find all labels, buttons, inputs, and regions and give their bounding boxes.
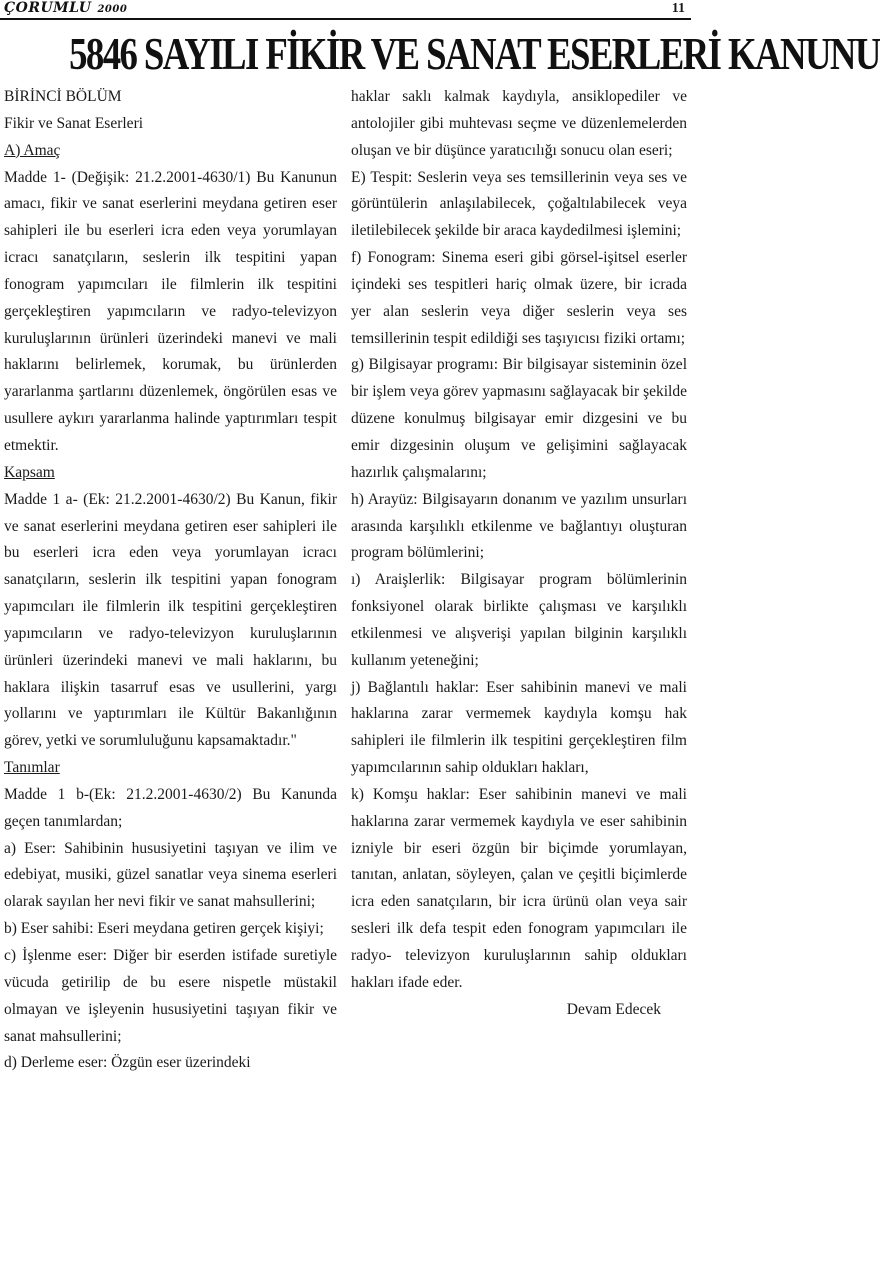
- page-header: [0, 0, 691, 20]
- right-column: [351, 84, 687, 1024]
- right-column-paragraph: h) Arayüz: Bilgisayarın donanım ve yazılım unsurları arasında karşılıklı etkilenme ve bağlantıyı oluşturan program bölümlerini;: [351, 490, 687, 562]
- left-column-paragraph: Madde 1 b-(Ek: 21.2.2001-4630/2) Bu Kanunda geçen tanımlardan;: [4, 785, 337, 830]
- masthead-year: 2000: [97, 4, 128, 15]
- left-column-paragraph: a) Eser: Sahibinin hususiyetini taşıyan ve ilim ve edebiyat, musiki, güzel sanatlar veya sinema eserleri olarak sayılan her nevi fikir ve sanat mahsullerini;: [4, 839, 337, 911]
- left-column-paragraph: c) İşlenme eser: Diğer bir eserden istifade suretiyle vücuda getirilip de bu esere nispetle müstakil olmayan ve işleyenin hususiyetini taşıyan fikir ve sanat mahsullerini;: [4, 947, 337, 1045]
- right-column-paragraph: haklar saklı kalmak kaydıyla, ansiklopediler ve antolojiler gibi muhtevası seçme ve düzenlemelerden oluşan ve bir düşünce yaratıcılığı sonucu olan eseri;: [351, 88, 687, 159]
- right-column-paragraph: g) Bilgisayar programı: Bir bilgisayar sisteminin özel bir işlem veya görev yapmasını sağlayacak bir şekilde düzene konulmuş bilgisayar emir dizgesini ve bu emir dizgesinin oluşum ve gelişimini sağlayacak hazırlık çalışmalarını;: [351, 356, 687, 481]
- newspaper-masthead: [4, 0, 127, 16]
- left-column-paragraph: d) Derleme eser: Özgün eser üzerindeki: [4, 1054, 251, 1072]
- left-column-paragraph: Madde 1- (Değişik: 21.2.2001-4630/1) Bu Kanunun amacı, fikir ve sanat eserlerini meydana getiren eser sahipleri ile bu eserleri icra eden veya yorumlayan icracı sanatçıların, seslerin ilk tespitini yapan fonogram yapımcıları ile filmlerin ilk tespitini gerçekleştiren yapımcıların ve radyo-televizyon kuruluşlarının ürünleri üzerindeki manevi ve mali haklarını belirlemek, korumak, bu ürünlerden yararlanma şartlarını düzenlemek, öngörülen esas ve usullere aykırı yararlanma halinde yaptırımları tespit etmektir.: [4, 168, 337, 454]
- header-divider: [0, 18, 691, 20]
- right-column-paragraph: ı) Araişlerlik: Bilgisayar program bölümlerinin fonksiyonel olarak birlikte çalışması ve karşılıklı etkilenmesi ve alışverişi yapılan bilginin karşılıklı kullanım yeteneğini;: [351, 571, 687, 669]
- right-column-paragraph: k) Komşu haklar: Eser sahibinin manevi ve mali haklarına zarar vermemek kaydıyla ve eser sahibinin izniyle bir eseri özgün bir biçimde yorumlayan, tanıtan, anlatan, söyleyen, çalan ve çeşitli biçimlerde icra eden sanatçıların, bir icra ürünü olan veya sair sesleri ilk defa tespit eden fonogram yapımcıları ile radyo- televizyon kuruluşlarının sahip oldukları hakları ifade eder.: [351, 785, 687, 991]
- left-column-paragraph: b) Eser sahibi: Eseri meydana getiren gerçek kişiyi;: [4, 920, 324, 938]
- masthead-name: ÇORUMLU: [4, 0, 92, 16]
- continued-note: Devam Edecek: [566, 1000, 661, 1018]
- left-column-paragraph: BİRİNCİ BÖLÜM: [4, 88, 122, 105]
- page-number: 11: [671, 1, 685, 16]
- section-heading: Kapsam: [4, 463, 55, 481]
- left-column-paragraph: Madde 1 a- (Ek: 21.2.2001-4630/2) Bu Kanun, fikir ve sanat eserlerini meydana getiren eser sahipleri ile bu eserleri icra eden veya yorumlayan icracı sanatçıların, seslerin ilk tespitini yapan fonogram yapımcıları ile filmlerin ilk tespitini gerçekleştiren yapımcıların ve radyo-televizyon kuruluşlarının ürünleri üzerindeki manevi ve mali haklarını, bu haklara ilişkin tasarruf esas ve usullerini, yargı yollarını ve yaptırımları ile Kültür Bakanlığının görev, yetki ve sorumluluğunu kapsamaktadır.": [4, 490, 337, 750]
- left-column: [4, 84, 337, 1077]
- right-column-paragraph: E) Tespit: Seslerin veya ses temsillerinin veya ses ve görüntülerin anlaşılabilecek, çoğaltılabilecek veya iletilebilecek şekilde bir araca kaydedilmesi işlemini;: [351, 168, 687, 240]
- right-column-paragraph: f) Fonogram: Sinema eseri gibi görsel-işitsel eserler içindeki ses tespitleri hariç olmak üzere, bir icrada yer alan seslerin veya diğer seslerin veya ses temsillerinin tespit edildiği ses taşıyıcısı fiziki ortamı;: [351, 249, 687, 347]
- right-column-paragraph: j) Bağlantılı haklar: Eser sahibinin manevi ve mali haklarına zarar vermemek kaydıyla komşu hak sahipleri ile filmlerin ilk tespitini gerçekleştiren film yapımcılarının sahip oldukları hakları,: [351, 678, 687, 777]
- left-column-paragraph: Fikir ve Sanat Eserleri: [4, 114, 144, 132]
- section-heading: A) Amaç: [4, 141, 61, 159]
- article-title: 5846 SAYILI FİKİR VE SANAT ESERLERİ KANUNU: [69, 28, 880, 79]
- section-heading: Tanımlar: [4, 759, 60, 777]
